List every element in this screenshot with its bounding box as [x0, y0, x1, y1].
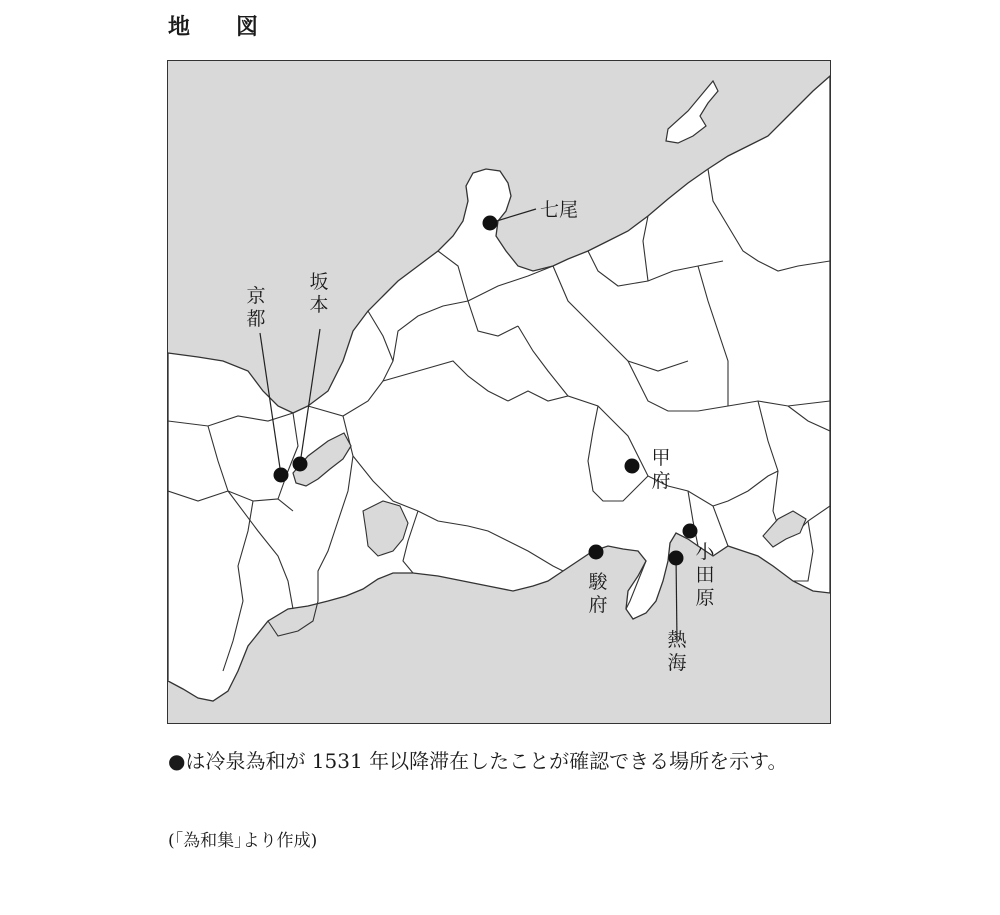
place-label-sakamoto: 坂本 [309, 271, 329, 316]
map-heading: 地 図 [168, 14, 271, 40]
place-label-atami: 熱海 [667, 629, 687, 674]
place-label-kyoto: 京都 [246, 285, 266, 330]
land-mass [168, 76, 830, 701]
marker-atami [669, 551, 684, 566]
place-label-nanao: 七尾 [540, 199, 579, 221]
marker-kyoto [274, 468, 289, 483]
place-label-sunpu: 駿府 [588, 571, 608, 616]
place-label-odawara: 小田原 [695, 541, 715, 609]
map-frame [167, 60, 831, 724]
source-note: (｢為和集｣より作成) [168, 831, 318, 851]
marker-nanao [483, 216, 498, 231]
map-canvas [168, 61, 830, 723]
map-caption: ●は冷泉為和が 1531 年以降滞在したことが確認できる場所を示す。 [168, 749, 788, 773]
marker-sunpu [589, 545, 604, 560]
sado-island [666, 81, 718, 143]
marker-kofu [625, 459, 640, 474]
marker-odawara [683, 524, 698, 539]
marker-sakamoto [293, 457, 308, 472]
place-label-kofu: 甲府 [651, 447, 671, 492]
